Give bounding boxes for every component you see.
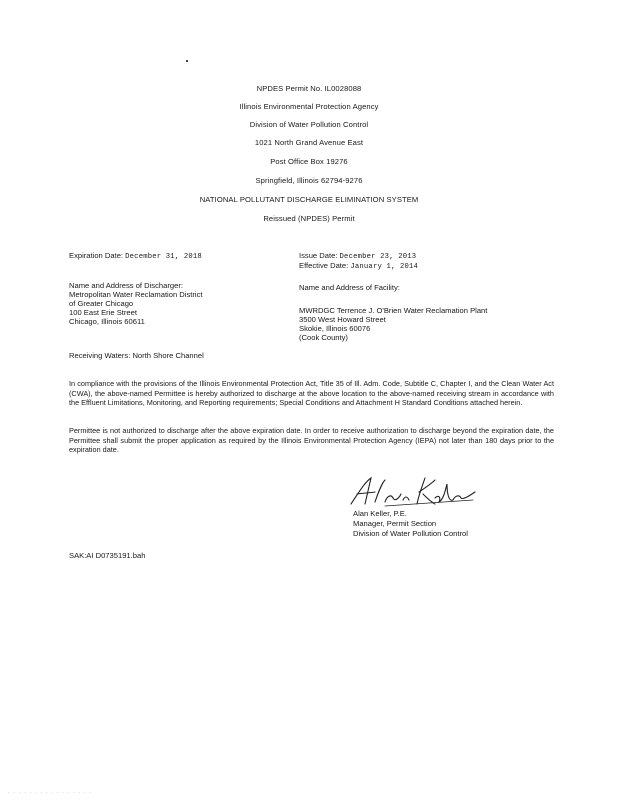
receiving-waters: Receiving Waters: North Shore Channel [69, 351, 204, 360]
system-title: NATIONAL POLLUTANT DISCHARGE ELIMINATION SYSTEM [199, 195, 419, 204]
facility-heading: Name and Address of Facility: [299, 283, 400, 292]
discharger-line-4: Chicago, Illinois 60611 [69, 317, 145, 326]
discharger-line-2: of Greater Chicago [69, 299, 134, 308]
discharger-line-1: Metropolitan Water Reclamation District [69, 290, 203, 299]
expiration-value: December 31, 2018 [125, 253, 202, 261]
agency-city: Springfield, Illinois 62794-9276 [255, 176, 363, 185]
signer-title: Manager, Permit Section [353, 519, 437, 528]
discharger-heading: Name and Address of Discharger: [69, 281, 183, 290]
issue-label: Issue Date: [299, 251, 338, 260]
effective-date [299, 261, 418, 272]
permit-type: Reissued (NPDES) Permit [263, 214, 355, 223]
effective-value: January 1, 2014 [350, 263, 419, 271]
issue-value: December 23, 2013 [339, 253, 417, 261]
facility-line-4: (Cook County) [299, 333, 348, 342]
compliance-paragraph: In compliance with the provisions of the Illinois Environmental Protection Act, Title 35 of Ill. Adm. Code, Subtitle C, Chapter I, and the Clean Water Act (CWA), the above-named Permittee is hereby authorized to discharge at the above location to the above-named receiving stream in accordance with the Effluent Limitations, Monitoring, and Reporting requirements; Special Conditions and Attachment H Standard Conditions attached herein. [69, 379, 554, 408]
expiration-paragraph: Permittee is not authorized to discharge after the above expiration date. In order to receive authorization to discharge beyond the expiration date, the Permittee shall submit the proper application as required by the Illinois Environmental Protection Agency (IEPA) not later than 180 days prior to the expiration date. [69, 426, 554, 455]
signer-name: Alan Keller, P.E. [353, 509, 407, 518]
scan-speck [186, 60, 188, 62]
expiration-label: Expiration Date: [69, 251, 124, 260]
scan-footer: - - - - - - - - - - - - - - - - [8, 789, 93, 794]
signature-image [345, 474, 480, 510]
agency-name: Illinois Environmental Protection Agency [239, 102, 379, 111]
agency-po-box: Post Office Box 19276 [270, 157, 348, 166]
file-reference: SAK:AI D0735191.bah [69, 551, 146, 560]
signer-division: Division of Water Pollution Control [353, 529, 468, 538]
facility-line-3: Skokie, Illinois 60076 [299, 324, 371, 333]
discharger-line-3: 100 East Erie Street [69, 308, 137, 317]
expiration-date [69, 251, 202, 262]
facility-line-1: MWRDGC Terrence J. O'Brien Water Reclamation Plant [299, 306, 488, 315]
division-name: Division of Water Pollution Control [249, 120, 369, 129]
permit-number: NPDES Permit No. IL0028088 [256, 84, 362, 93]
facility-line-2: 3500 West Howard Street [299, 315, 386, 324]
effective-label: Effective Date: [299, 261, 349, 270]
agency-street: 1021 North Grand Avenue East [254, 138, 364, 147]
